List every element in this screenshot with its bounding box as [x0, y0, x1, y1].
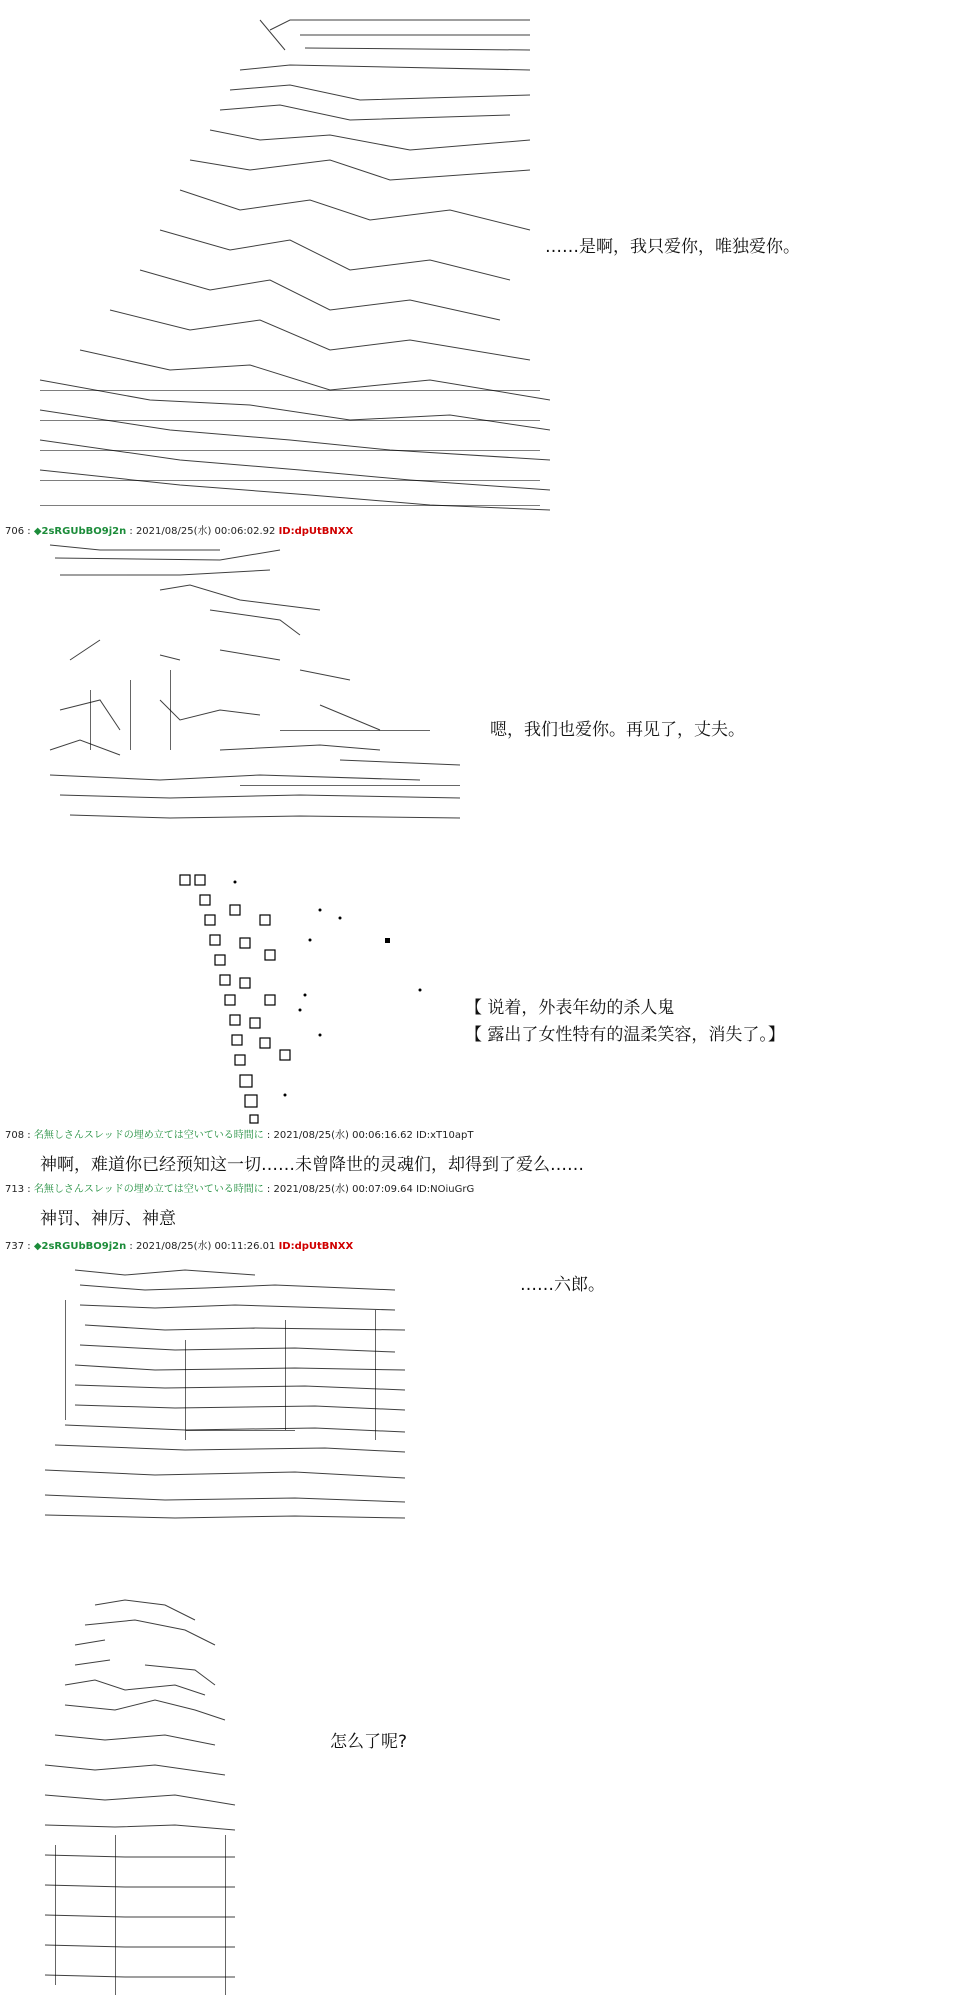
poster-name[interactable]: ◆2sRGUbBO9j2n [33, 526, 127, 537]
post-header-706 [5, 522, 353, 537]
ascii-art-figure-rokuro [35, 1260, 415, 1520]
post-number: 713 : [5, 1184, 31, 1195]
post-date: : 2021/08/25(水) 00:06:02.92 [129, 526, 276, 537]
ascii-art-figure-embrace [30, 10, 550, 520]
ascii-art-panel-5 [35, 1595, 270, 1995]
ascii-art-dissolve [170, 870, 440, 1125]
post-body-708: 神啊，难道你已经预知这一切……未曾降世的灵魂们，却得到了爱么…… [40, 1155, 584, 1175]
ascii-art-panel-1 [30, 10, 550, 520]
post-date: : 2021/08/25(水) 00:07:09.64 [266, 1184, 413, 1195]
poster-name[interactable]: 名無しさんスレッドの埋め立ては空いている時間に [33, 1130, 264, 1141]
dissolving-squares-art [170, 870, 440, 1125]
ascii-art-panel-2 [40, 540, 460, 825]
ascii-art-figure-girl [35, 1595, 270, 1995]
post-header-708 [5, 1126, 473, 1141]
ascii-art-figure-farewell [40, 540, 460, 825]
post-number: 708 : [5, 1130, 31, 1141]
poster-id[interactable]: ID:dpUtBNXX [278, 526, 354, 537]
narration-line-1: 【 说着，外表年幼的杀人鬼 [465, 998, 675, 1018]
poster-name[interactable]: 名無しさんスレッドの埋め立ては空いている時間に [33, 1184, 264, 1195]
ascii-art-panel-4 [35, 1260, 415, 1520]
post-date: : 2021/08/25(水) 00:06:16.62 [266, 1130, 413, 1141]
post-date: : 2021/08/25(水) 00:11:26.01 [129, 1241, 276, 1252]
art-caption-2: 嗯，我们也爱你。再见了，丈夫。 [490, 720, 745, 740]
post-number: 737 : [5, 1241, 31, 1252]
post-body-713: 神罚、神厉、神意 [40, 1209, 176, 1229]
post-number: 706 : [5, 526, 31, 537]
art-caption-1: ……是啊，我只爱你，唯独爱你。 [545, 237, 800, 257]
poster-id[interactable]: ID:dpUtBNXX [278, 1241, 354, 1252]
poster-id[interactable]: ID:xT10apT [416, 1130, 474, 1141]
art-caption-4: ……六郎。 [520, 1275, 605, 1295]
art-caption-5: 怎么了呢? [330, 1732, 408, 1752]
post-header-713 [5, 1180, 474, 1195]
poster-id[interactable]: ID:NOiuGrG [416, 1184, 475, 1195]
narration-line-2: 【 露出了女性特有的温柔笑容，消失了。】 [465, 1025, 785, 1045]
post-header-737 [5, 1237, 353, 1252]
poster-name[interactable]: ◆2sRGUbBO9j2n [33, 1241, 127, 1252]
